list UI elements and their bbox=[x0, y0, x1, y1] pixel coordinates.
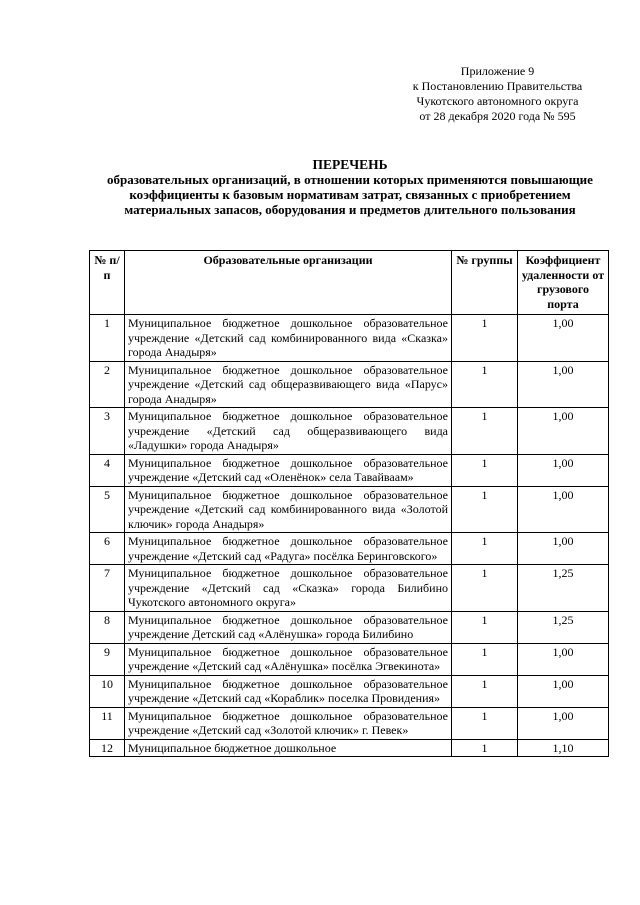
cell-org: Муниципальное бюджетное дошкольное образовательное учреждение Детский сад «Алёнушка» города Билибино bbox=[125, 611, 452, 643]
table-row bbox=[90, 361, 609, 408]
header-group: № группы bbox=[452, 251, 518, 315]
cell-org: Муниципальное бюджетное дошкольное образовательное учреждение «Детский сад «Оленёнок» села Тавайваам» bbox=[125, 454, 452, 486]
cell-group: 1 bbox=[452, 643, 518, 675]
cell-group: 1 bbox=[452, 486, 518, 533]
cell-num: 7 bbox=[90, 565, 125, 612]
table-row bbox=[90, 739, 609, 757]
document-title bbox=[100, 157, 600, 217]
table-row bbox=[90, 533, 609, 565]
cell-coef: 1,00 bbox=[518, 533, 609, 565]
cell-num: 10 bbox=[90, 675, 125, 707]
cell-group: 1 bbox=[452, 408, 518, 455]
table-header-row bbox=[90, 251, 609, 315]
cell-coef: 1,00 bbox=[518, 454, 609, 486]
table-row bbox=[90, 408, 609, 455]
cell-num: 8 bbox=[90, 611, 125, 643]
cell-coef: 1,00 bbox=[518, 315, 609, 362]
cell-group: 1 bbox=[452, 707, 518, 739]
table-row bbox=[90, 675, 609, 707]
cell-org: Муниципальное бюджетное дошкольное образовательное учреждение «Детский сад «Алёнушка» посёлка Эгвекинота» bbox=[125, 643, 452, 675]
table-row bbox=[90, 454, 609, 486]
cell-num: 6 bbox=[90, 533, 125, 565]
header-coef: Коэффициент удаленности от грузового порта bbox=[518, 251, 609, 315]
appendix-line: к Постановлению Правительства bbox=[412, 79, 583, 93]
organizations-table bbox=[89, 250, 609, 757]
cell-coef: 1,25 bbox=[518, 565, 609, 612]
cell-num: 3 bbox=[90, 408, 125, 455]
cell-coef: 1,00 bbox=[518, 643, 609, 675]
appendix-reference bbox=[390, 64, 605, 124]
table-row bbox=[90, 486, 609, 533]
cell-coef: 1,25 bbox=[518, 611, 609, 643]
table-row bbox=[90, 643, 609, 675]
cell-org: Муниципальное бюджетное дошкольное образовательное учреждение «Детский сад общеразвивающего вида «Ладушки» города Анадыря» bbox=[125, 408, 452, 455]
cell-num: 9 bbox=[90, 643, 125, 675]
cell-group: 1 bbox=[452, 675, 518, 707]
cell-group: 1 bbox=[452, 611, 518, 643]
header-num: № п/п bbox=[90, 251, 125, 315]
cell-num: 4 bbox=[90, 454, 125, 486]
title-heading: ПЕРЕЧЕНЬ bbox=[312, 157, 388, 172]
table-row bbox=[90, 315, 609, 362]
table-row bbox=[90, 565, 609, 612]
cell-num: 1 bbox=[90, 315, 125, 362]
cell-group: 1 bbox=[452, 565, 518, 612]
appendix-line: Чукотского автономного округа bbox=[416, 94, 579, 108]
cell-coef: 1,10 bbox=[518, 739, 609, 757]
cell-group: 1 bbox=[452, 533, 518, 565]
cell-org: Муниципальное бюджетное дошкольное образовательное учреждение «Детский сад общеразвивающего вида «Парус» города Анадыря» bbox=[125, 361, 452, 408]
cell-num: 12 bbox=[90, 739, 125, 757]
cell-coef: 1,00 bbox=[518, 486, 609, 533]
table-row bbox=[90, 707, 609, 739]
cell-group: 1 bbox=[452, 739, 518, 757]
cell-coef: 1,00 bbox=[518, 361, 609, 408]
table-row bbox=[90, 611, 609, 643]
cell-group: 1 bbox=[452, 315, 518, 362]
cell-org: Муниципальное бюджетное дошкольное образовательное учреждение «Детский сад «Кораблик» поселка Провидения» bbox=[125, 675, 452, 707]
cell-coef: 1,00 bbox=[518, 408, 609, 455]
cell-coef: 1,00 bbox=[518, 707, 609, 739]
cell-org: Муниципальное бюджетное дошкольное образовательное учреждение «Детский сад комбинированного вида «Золотой ключик» города Анадыря» bbox=[125, 486, 452, 533]
cell-org: Муниципальное бюджетное дошкольное образовательное учреждение «Детский сад «Радуга» посёлка Беринговского» bbox=[125, 533, 452, 565]
header-org: Образовательные организации bbox=[125, 251, 452, 315]
cell-org: Муниципальное бюджетное дошкольное образовательное учреждение «Детский сад «Золотой ключик» г. Певек» bbox=[125, 707, 452, 739]
cell-org: Муниципальное бюджетное дошкольное образовательное учреждение «Детский сад «Сказка» города Билибино Чукотского автономного округа» bbox=[125, 565, 452, 612]
cell-num: 2 bbox=[90, 361, 125, 408]
cell-num: 11 bbox=[90, 707, 125, 739]
cell-org: Муниципальное бюджетное дошкольное образовательное учреждение «Детский сад комбинированного вида «Сказка» города Анадыря» bbox=[125, 315, 452, 362]
title-subtitle: образовательных организаций, в отношении которых применяются повышающие коэффициенты к базовым нормативам затрат, связанных с приобретением материальных запасов, оборудования и предметов длительного пользования bbox=[107, 172, 593, 217]
cell-num: 5 bbox=[90, 486, 125, 533]
cell-org: Муниципальное бюджетное дошкольное bbox=[125, 739, 452, 757]
cell-group: 1 bbox=[452, 454, 518, 486]
appendix-line: Приложение 9 bbox=[460, 64, 535, 78]
cell-group: 1 bbox=[452, 361, 518, 408]
appendix-line: от 28 декабря 2020 года № 595 bbox=[419, 109, 576, 123]
cell-coef: 1,00 bbox=[518, 675, 609, 707]
